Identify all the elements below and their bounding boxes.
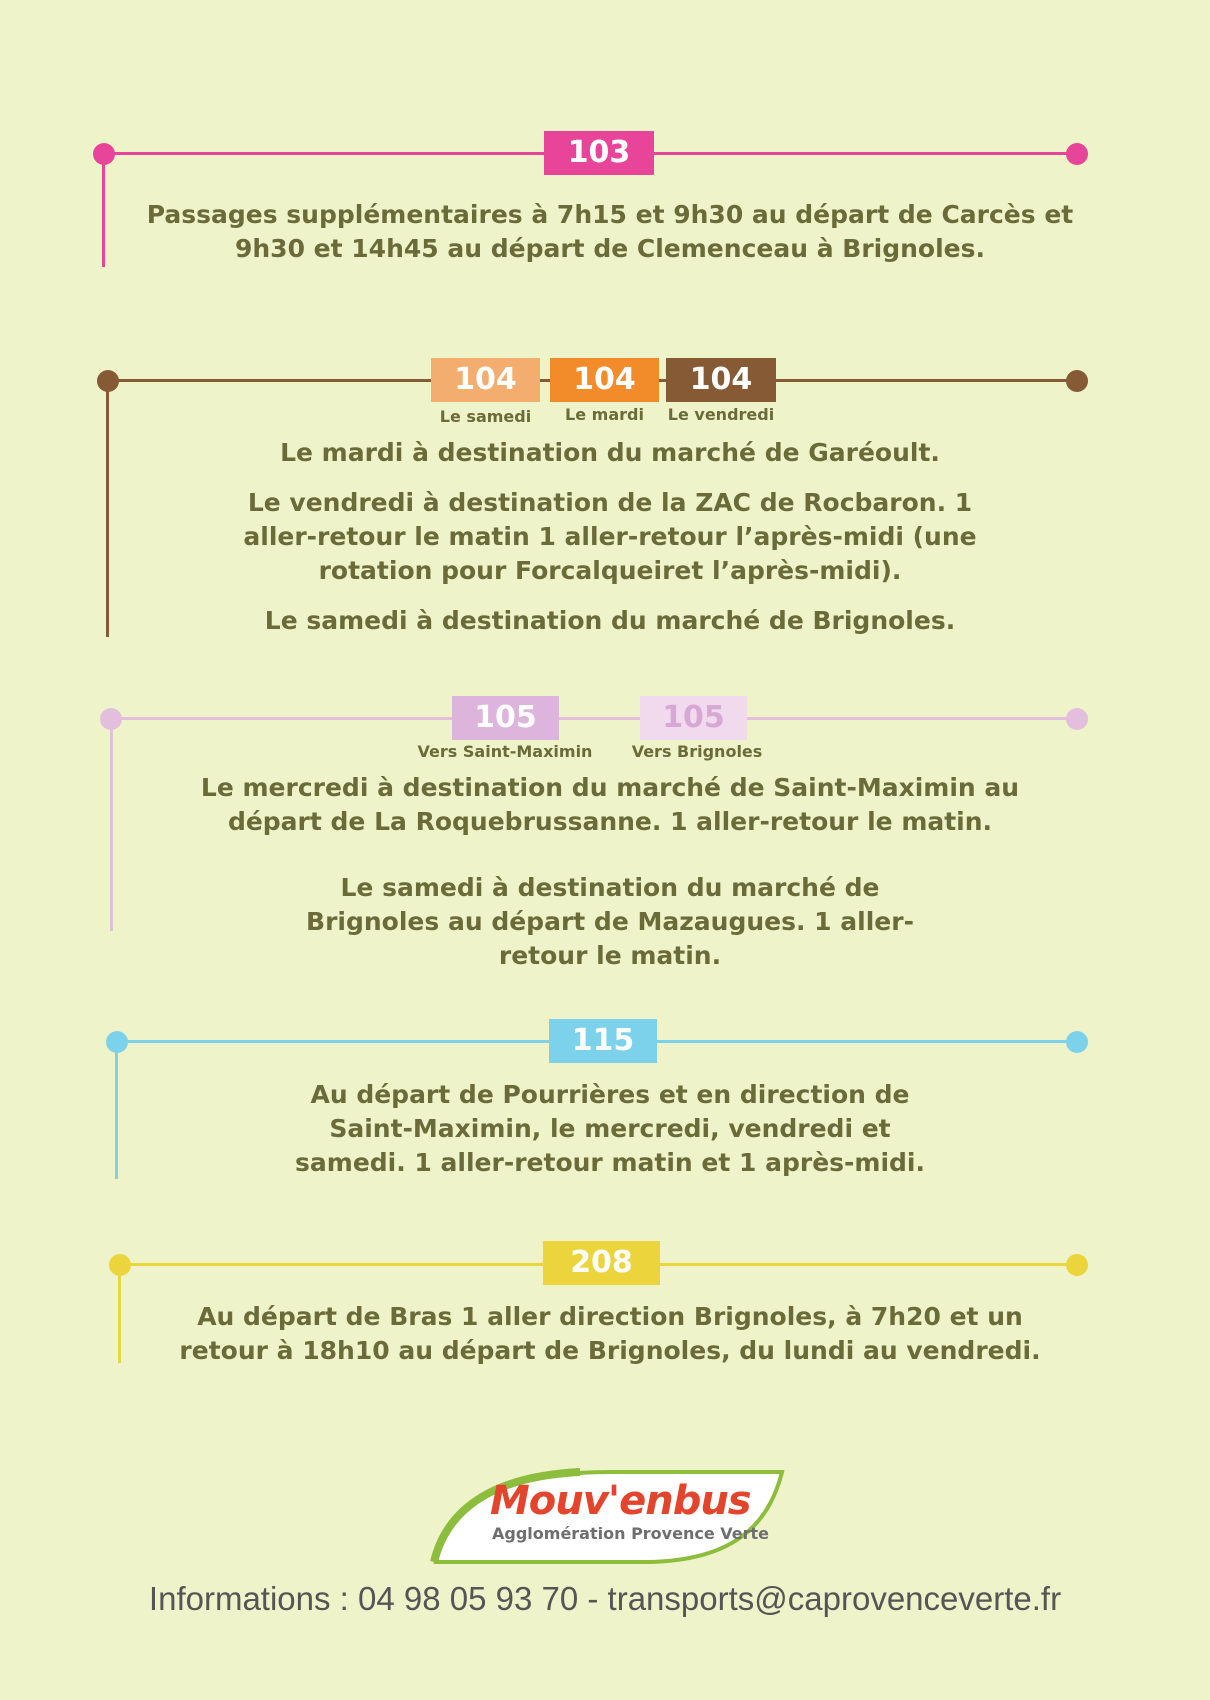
line-104-badge-samedi: 104 <box>431 358 540 402</box>
line-105-dot-right <box>1066 708 1088 730</box>
line-105-vertical <box>110 719 113 931</box>
line-105-text-mercredi: Le mercredi à destination du marché de Saint-Maximin au départ de La Roquebrussanne. 1 aller-retour le matin. <box>200 773 1020 836</box>
line-104-text-mardi: Le mardi à destination du marché de Garéoult. <box>280 438 940 467</box>
line-105-badge-brignoles: 105 <box>640 696 747 740</box>
line-105-description <box>130 771 1090 973</box>
footer-contact: Informations : 04 98 05 93 70 - transports@caprovenceverte.fr <box>148 1580 1062 1617</box>
line-208-badge: 208 <box>543 1241 660 1285</box>
line-104-sub-samedi: Le samedi <box>439 407 532 426</box>
line-105-sub-brignoles: Vers Brignoles <box>631 742 763 761</box>
line-208-text: Au départ de Bras 1 aller direction Brignoles, à 7h20 et un retour à 18h10 au départ de Brignoles, du lundi au vendredi. <box>179 1302 1041 1365</box>
line-104-dot-right <box>1066 370 1088 392</box>
line-103-vertical <box>102 154 105 267</box>
line-104-description <box>130 436 1090 638</box>
line-104-text-samedi: Le samedi à destination du marché de Brignoles. <box>264 606 956 635</box>
line-208-vertical <box>118 1265 121 1363</box>
line-115-text: Au départ de Pourrières et en direction de Saint-Maximin, le mercredi, vendredi et samedi. 1 aller-retour matin et 1 après-midi. <box>295 1080 925 1177</box>
line-105-text-samedi: Le samedi à destination du marché de Brignoles au départ de Mazaugues. 1 aller-retour le matin. <box>306 873 914 970</box>
logo-brand-name: Mouv'enbus <box>490 1478 751 1524</box>
line-105-badge-saint-maximin: 105 <box>452 696 559 740</box>
line-104-sub-mardi: Le mardi <box>565 405 644 424</box>
line-208-description <box>130 1300 1090 1368</box>
line-103-text: Passages supplémentaires à 7h15 et 9h30 au départ de Carcès et 9h30 et 14h45 au départ de Clemenceau à Brignoles. <box>146 200 1074 263</box>
line-104-badge-vendredi: 104 <box>666 358 776 402</box>
line-115-vertical <box>115 1042 118 1179</box>
line-104-badge-mardi: 104 <box>550 358 659 402</box>
logo-subtitle: Agglomération Provence Verte <box>492 1524 769 1543</box>
line-104-text-vendredi: Le vendredi à destination de la ZAC de Rocbaron. 1 aller-retour le matin 1 aller-retour l’après-midi (une rotation pour Forcalqueiret l’après-midi). <box>243 488 977 585</box>
line-103-badge: 103 <box>544 131 654 175</box>
line-115-description <box>130 1078 1090 1180</box>
line-104-vertical <box>106 381 109 637</box>
line-103-description <box>130 198 1090 266</box>
line-208-dot-right <box>1066 1254 1088 1276</box>
line-115-badge: 115 <box>549 1019 657 1063</box>
line-105-rule <box>112 717 1078 720</box>
line-103-dot-right <box>1066 143 1088 165</box>
line-115-dot-right <box>1066 1031 1088 1053</box>
line-105-sub-saint-maximin: Vers Saint-Maximin <box>417 742 593 761</box>
mouvenbus-logo <box>430 1468 786 1564</box>
line-104-sub-vendredi: Le vendredi <box>667 405 775 424</box>
